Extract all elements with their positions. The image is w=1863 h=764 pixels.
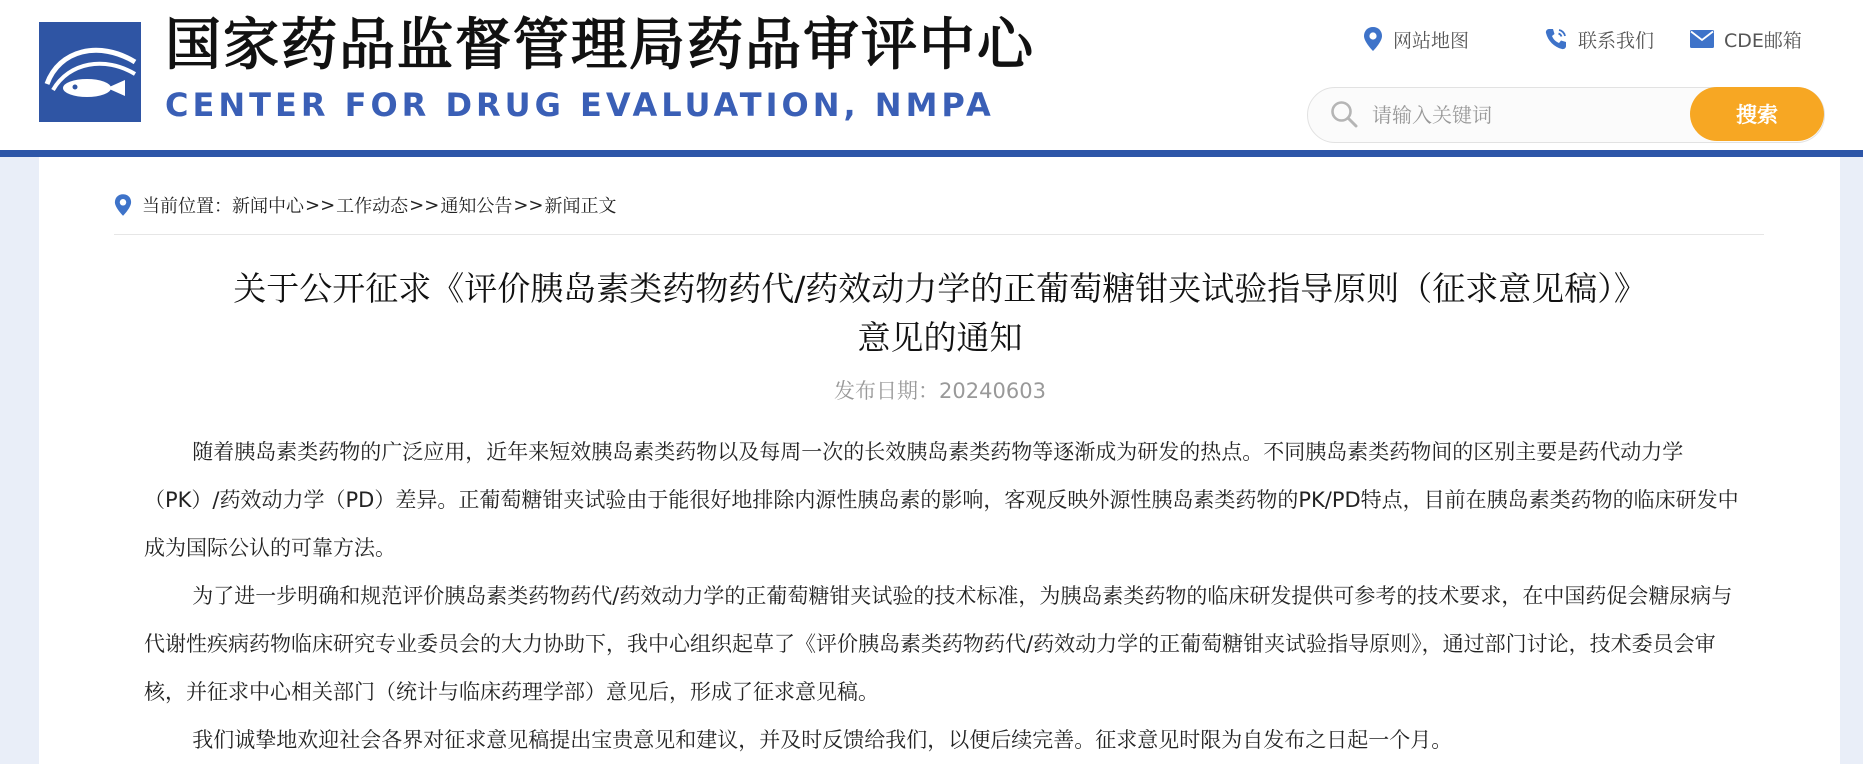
- breadcrumb-divider: [114, 234, 1764, 235]
- header-accent-bar: [0, 150, 1863, 157]
- breadcrumb-prefix: 当前位置：: [142, 196, 232, 217]
- article-paragraph-1: 随着胰岛素类药物的广泛应用，近年来短效胰岛素类药物以及每周一次的长效胰岛素类药物等逐渐成为研发的热点。不同胰岛素类药物间的区别主要是药代动力学（PK）/药效动力学（PD）差异。正葡萄糖钳夹试验由于能很好地排除内源性胰岛素的影响，客观反映外源性胰岛素类药物的PK/PD特点，目前在胰岛素类药物的临床研发中成为国际公认的可靠方法。: [144, 440, 1739, 560]
- breadcrumb: [114, 188, 617, 222]
- article-body: [144, 428, 1740, 764]
- phone-icon: [1544, 27, 1568, 51]
- search-icon: [1329, 99, 1359, 133]
- article-title-line-1: 关于公开征求《评价胰岛素类药物药代/药效动力学的正葡萄糖钳夹试验指导原则（征求意见稿）》: [233, 269, 1647, 308]
- location-pin-icon: [114, 193, 132, 217]
- location-pin-icon: [1363, 26, 1383, 52]
- search-button[interactable]: 搜索: [1690, 87, 1824, 141]
- mail-icon: [1690, 30, 1714, 48]
- breadcrumb-news-center[interactable]: 新闻中心: [232, 196, 304, 217]
- article-title: [140, 264, 1740, 362]
- site-subtitle: CENTER FOR DRUG EVALUATION, NMPA: [165, 86, 995, 124]
- logo-emblem-icon: [39, 22, 141, 122]
- breadcrumb-separator: >>: [513, 194, 544, 216]
- breadcrumb-separator: >>: [305, 194, 336, 216]
- cde-mail-link[interactable]: [1690, 24, 1802, 54]
- cde-logo[interactable]: [39, 22, 141, 122]
- site-title: 国家药品监督管理局药品审评中心: [165, 13, 1035, 78]
- search-input[interactable]: [1370, 95, 1674, 135]
- breadcrumb-notices[interactable]: 通知公告: [440, 196, 513, 217]
- publish-date: 发布日期：20240603: [834, 379, 1046, 403]
- article-title-line-2: 意见的通知: [857, 318, 1023, 357]
- breadcrumb-current-article: 新闻正文: [544, 196, 617, 217]
- breadcrumb-work-updates[interactable]: 工作动态: [336, 196, 409, 217]
- breadcrumb-separator: >>: [409, 194, 440, 216]
- contact-us-link[interactable]: [1544, 24, 1654, 54]
- contact-us-label: 联系我们: [1578, 29, 1655, 52]
- cde-mail-label: CDE邮箱: [1724, 29, 1802, 52]
- article-paragraph-2: 为了进一步明确和规范评价胰岛素类药物药代/药效动力学的正葡萄糖钳夹试验的技术标准，为胰岛素类药物的临床研发提供可参考的技术要求，在中国药促会糖尿病与代谢性疾病药物临床研究专业委员会的大力协助下，我中心组织起草了《评价胰岛素类药物药代/药效动力学的正葡萄糖钳夹试验指导原则》，通过部门讨论，技术委员会审核，并征求中心相关部门（统计与临床药理学部）意见后，形成了征求意见稿。: [144, 584, 1733, 704]
- sitemap-label: 网站地图: [1393, 29, 1470, 52]
- sitemap-link[interactable]: [1363, 24, 1469, 54]
- article-paragraph-3: 我们诚挚地欢迎社会各界对征求意见稿提出宝贵意见和建议，并及时反馈给我们，以便后续完善。征求意见时限为自发布之日起一个月。: [192, 728, 1453, 752]
